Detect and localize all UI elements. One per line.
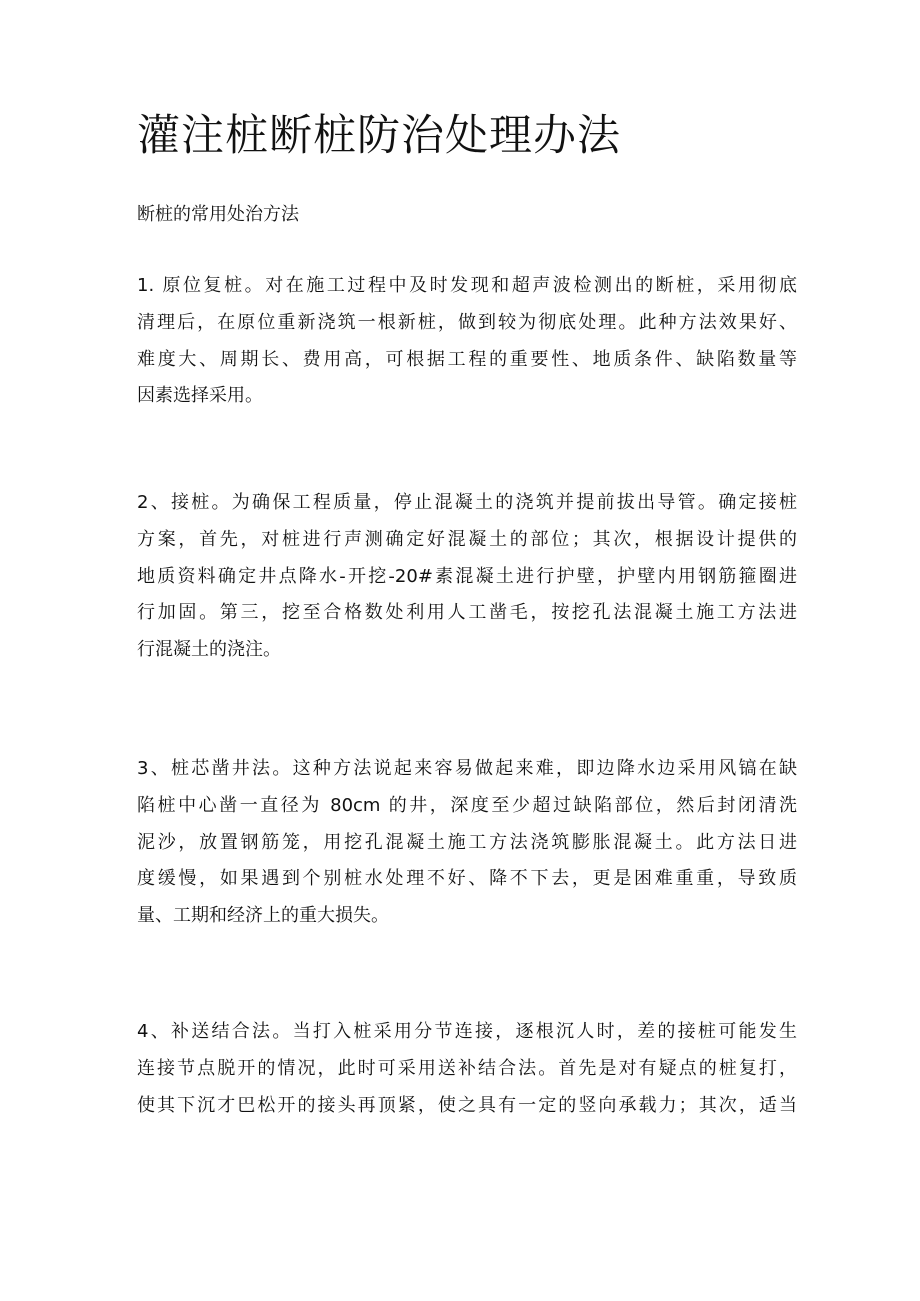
- paragraph-line: 连接节点脱开的情况，此时可采用送补结合法。首先是对有疑点的桩复打，: [137, 1057, 797, 1079]
- paragraph-pile-extension: [137, 485, 797, 669]
- paragraph-line: 陷桩中心凿一直径为 80cm 的井，深度至少超过缺陷部位，然后封闭清洗: [137, 794, 797, 816]
- paragraph-combined-driving-method: [137, 1014, 797, 1124]
- paragraph-line: 清理后，在原位重新浇筑一根新桩，做到较为彻底处理。此种方法效果好、: [137, 311, 797, 333]
- paragraph-line: 泥沙，放置钢筋笼，用挖孔混凝土施工方法浇筑膨胀混凝土。此方法日进: [137, 831, 797, 853]
- paragraph-line: 因素选择采用。: [137, 385, 263, 407]
- paragraph-line: 度缓慢，如果遇到个别桩水处理不好、降不下去，更是困难重重，导致质: [137, 868, 797, 890]
- paragraph-line: 行加固。第三，挖至合格数处利用人工凿毛，按挖孔法混凝土施工方法进: [137, 602, 797, 624]
- paragraph-line: 2、接桩。为确保工程质量，停止混凝土的浇筑并提前拔出导管。确定接桩: [137, 492, 797, 513]
- paragraph-line: 使其下沉才巴松开的接头再顶紧，使之具有一定的竖向承载力；其次，适当: [137, 1094, 797, 1116]
- document-title: 灌注桩断桩防治处理办法: [137, 111, 621, 161]
- paragraph-core-well-method: [137, 751, 797, 935]
- paragraph-line: 地质资料确定井点降水-开挖-20#素混凝土进行护壁，护壁内用钢筋箍圈进: [137, 565, 797, 587]
- paragraph-line: 量、工期和经济上的重大损失。: [137, 905, 389, 927]
- paragraph-in-situ-repile: [137, 268, 797, 415]
- paragraph-line: 难度大、周期长、费用高，可根据工程的重要性、地质条件、缺陷数量等: [137, 348, 797, 370]
- paragraph-line: 1. 原位复桩。对在施工过程中及时发现和超声波检测出的断桩，采用彻底: [137, 275, 797, 296]
- section-heading: 断桩的常用处治方法: [137, 204, 299, 225]
- paragraph-line: 4、补送结合法。当打入桩采用分节连接，逐根沉人时，差的接桩可能发生: [137, 1021, 797, 1042]
- paragraph-line: 3、桩芯凿井法。这种方法说起来容易做起来难，即边降水边采用风镐在缺: [137, 758, 797, 779]
- paragraph-line: 方案，首先，对桩进行声测确定好混凝土的部位；其次，根据设计提供的: [137, 528, 797, 550]
- paragraph-line: 行混凝土的浇注。: [137, 639, 281, 661]
